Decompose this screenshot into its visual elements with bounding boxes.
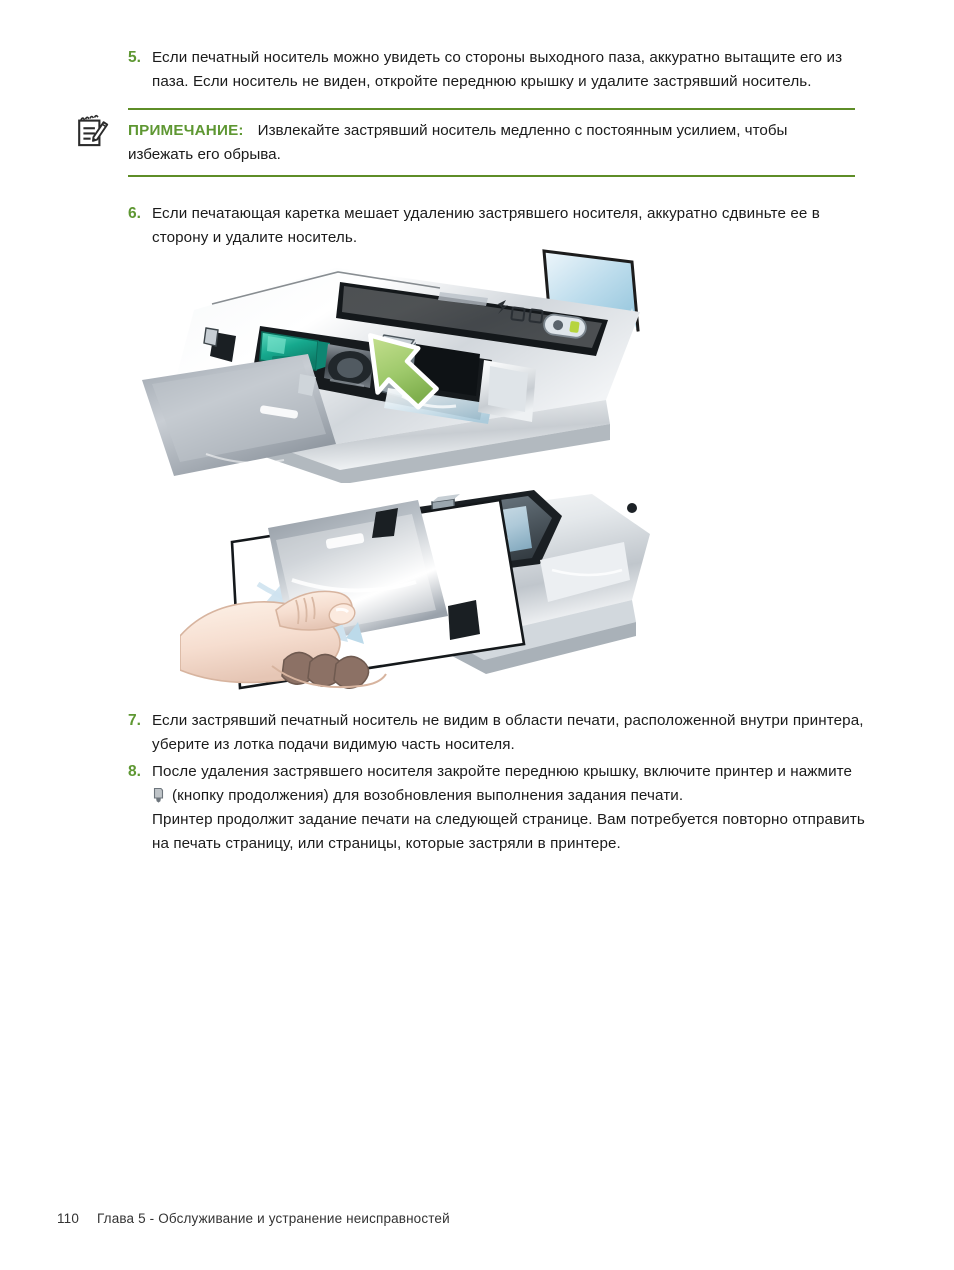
- note-bottom-rule: [128, 175, 855, 177]
- step-7: [128, 709, 868, 757]
- printer-carriage-illustration: [140, 248, 650, 483]
- step-8-number: 8.: [128, 763, 141, 780]
- step-8: [128, 760, 868, 808]
- step-8-text-before-icon: После удаления застрявшего носителя закройте переднюю крышку, включите принтер и нажмите: [152, 763, 853, 780]
- step-8-text-after-icon: (кнопку продолжения) для возобновления выполнения задания печати.: [172, 787, 684, 804]
- page-footer: [57, 1211, 450, 1226]
- hand-removing-media-illustration: [180, 488, 660, 710]
- step-7-text: Если застрявший печатный носитель не видим в области печати, расположенной внутри принтера, уберите из лотка подачи видимую часть носителя.: [152, 712, 864, 753]
- step-8-text: [152, 760, 852, 808]
- step-6: [128, 202, 828, 250]
- step-6-number: 6.: [128, 205, 141, 222]
- step-7-number: 7.: [128, 712, 141, 729]
- closing-paragraph-text: Принтер продолжит задание печати на следующей странице. Вам потребуется повторно отправить на печать страницу, или страницы, которые застряли в принтере.: [152, 811, 865, 852]
- step-5-number: 5.: [128, 49, 141, 66]
- resume-button-icon: [152, 787, 165, 803]
- note-content: [128, 110, 855, 175]
- footer-page-number: 110: [57, 1211, 79, 1226]
- note-block: [128, 108, 855, 177]
- step-6-text: Если печатающая каретка мешает удалению застрявшего носителя, аккуратно сдвиньте ее в сторону и удалите носитель.: [152, 205, 820, 246]
- note-text: Извлекайте застрявший носитель медленно с постоянным усилием, чтобы избежать его обрыва.: [128, 122, 788, 163]
- step-5-text: Если печатный носитель можно увидеть со стороны выходного паза, аккуратно вытащите его из паза. Если носитель не виден, откройте переднюю крышку и удалите застрявший носитель.: [152, 49, 843, 90]
- step-5: [128, 46, 858, 94]
- footer-chapter-title: Глава 5 - Обслуживание и устранение неисправностей: [96, 1211, 450, 1226]
- closing-paragraph: [152, 808, 870, 856]
- note-pad-pencil-icon: [75, 114, 109, 150]
- note-label: ПРИМЕЧАНИЕ:: [128, 122, 244, 139]
